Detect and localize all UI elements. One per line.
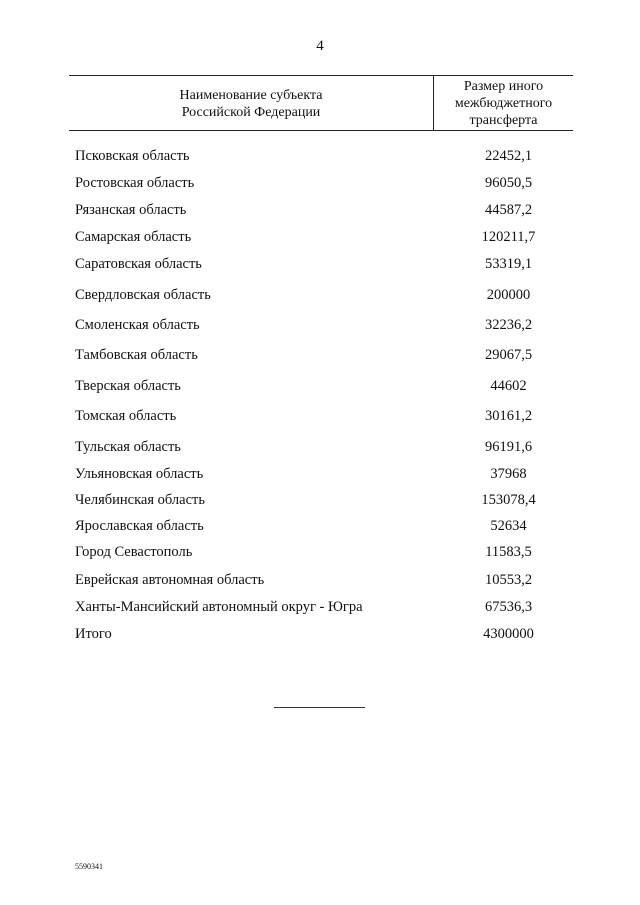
transfer-amount: 96191,6 — [484, 439, 533, 455]
table-row — [75, 542, 573, 562]
transfer-amount: 44602 — [490, 378, 527, 394]
column-header-subject-line1: Наименование субъекта — [179, 88, 323, 103]
table-row — [75, 570, 573, 590]
subject-name: Свердловская область — [75, 287, 211, 303]
subject-name: Самарская область — [75, 229, 192, 245]
table-row — [75, 437, 573, 457]
subject-name: Тульская область — [75, 439, 181, 455]
transfer-amount: 44587,2 — [484, 202, 533, 218]
subject-name: Ульяновская область — [75, 466, 204, 482]
table-header — [69, 75, 573, 131]
table-row — [75, 227, 573, 247]
column-header-amount — [434, 78, 573, 129]
subject-name: Тверская область — [75, 378, 181, 394]
column-header-amount-line3: трансферта — [469, 113, 538, 128]
transfer-amount: 37968 — [490, 466, 527, 482]
column-header-amount-line1: Размер иного — [463, 79, 544, 94]
table-row — [75, 597, 573, 617]
transfer-amount: 120211,7 — [481, 229, 536, 245]
subject-name: Ростовская область — [75, 175, 195, 191]
table-row — [75, 376, 573, 396]
subject-name: Рязанская область — [75, 202, 187, 218]
table-row — [75, 516, 573, 536]
end-of-document-rule — [274, 707, 365, 708]
page-number: 4 — [316, 38, 324, 54]
transfer-amount: 32236,2 — [484, 317, 533, 333]
transfer-amount: 11583,5 — [485, 544, 532, 560]
column-header-subject-line2: Российской Федерации — [181, 105, 321, 120]
subject-name: Саратовская область — [75, 256, 202, 272]
table-row — [75, 345, 573, 365]
subject-name: Челябинская область — [75, 492, 205, 508]
transfer-amount: 200000 — [486, 287, 531, 303]
table-row-total — [75, 624, 573, 644]
subject-name: Еврейская автономная область — [75, 572, 265, 588]
transfer-amount: 30161,2 — [484, 408, 533, 424]
table-row — [75, 315, 573, 335]
document-code: 5590341 — [75, 862, 103, 871]
subject-name: Ярославская область — [75, 518, 204, 534]
table-row — [75, 490, 573, 510]
transfer-amount: 53319,1 — [484, 256, 533, 272]
total-label: Итого — [75, 626, 112, 642]
table-row — [75, 173, 573, 193]
subject-name: Город Севастополь — [75, 544, 193, 560]
transfer-amount: 52634 — [490, 518, 527, 534]
table-row — [75, 146, 573, 166]
table-row — [75, 285, 573, 305]
subject-name: Псковская область — [75, 148, 190, 164]
transfer-amount: 67536,3 — [484, 599, 533, 615]
subject-name: Ханты-Мансийский автономный округ - Югра — [75, 599, 363, 615]
transfer-amount: 22452,1 — [484, 148, 533, 164]
table-row — [75, 200, 573, 220]
subject-name: Томская область — [75, 408, 177, 424]
total-amount: 4300000 — [483, 626, 534, 642]
table-row — [75, 254, 573, 274]
table-row — [75, 406, 573, 426]
subject-name: Смоленская область — [75, 317, 200, 333]
column-header-amount-line2: межбюджетного — [454, 96, 553, 111]
transfer-amount: 29067,5 — [484, 347, 533, 363]
transfer-amount: 153078,4 — [481, 492, 536, 508]
subject-name: Тамбовская область — [75, 347, 198, 363]
column-header-subject — [69, 87, 433, 121]
transfer-amount: 10553,2 — [484, 572, 533, 588]
transfer-amount: 96050,5 — [484, 175, 533, 191]
table-row — [75, 464, 573, 484]
